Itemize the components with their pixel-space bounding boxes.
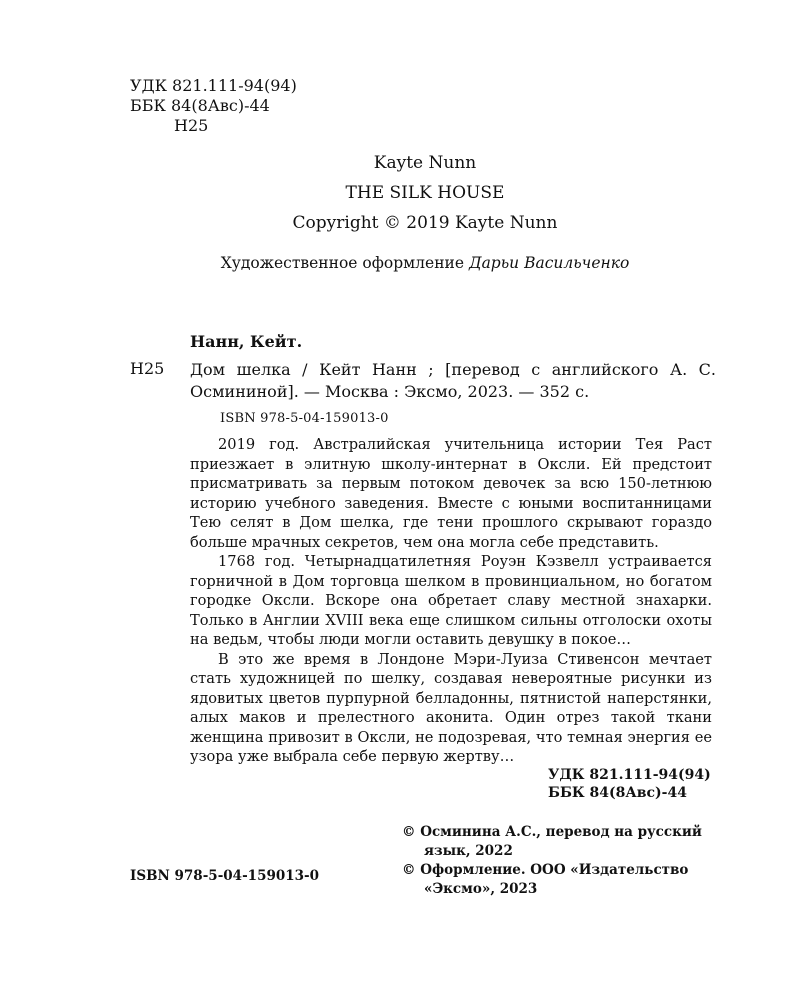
record-author-mark: Н25 bbox=[130, 359, 165, 378]
design-copyright: © Оформление. ООО «Издательство «Эксмо», 2023 bbox=[402, 862, 689, 897]
original-author: Kayte Nunn bbox=[373, 153, 477, 173]
annotation bbox=[190, 435, 712, 767]
author-mark: Н25 bbox=[174, 116, 209, 135]
bbk-code: ББК 84(8Авс)-44 bbox=[130, 96, 270, 115]
record-isbn: ISBN 978-5-04-159013-0 bbox=[220, 411, 389, 426]
udk-code-bottom: УДК 821.111-94(94) bbox=[548, 767, 711, 783]
art-designer-name: Дарьи Васильченко bbox=[468, 254, 630, 272]
annotation-paragraph: 1768 год. Четырнадцатилетняя Роуэн Кэзвелл устраивается горничной в Дом торговца шелком в провинциальном, но богатом городке Оксли. Вскоре она обретает славу местной знахарки. Только в Англии XVIII века еще слишком сильны отголоски охоты на ведьм, чтобы люди могли оставить девушку в покое… bbox=[190, 553, 712, 648]
original-copyright: Copyright © 2019 Kayte Nunn bbox=[292, 213, 558, 233]
bbk-code-bottom: ББК 84(8Авс)-44 bbox=[548, 785, 687, 801]
classification-top bbox=[130, 76, 297, 136]
art-design-credit bbox=[130, 252, 720, 274]
original-edition-block bbox=[130, 152, 720, 282]
art-design-label: Художественное оформление bbox=[220, 254, 465, 272]
copyright-block bbox=[402, 823, 718, 899]
udk-code: УДК 821.111-94(94) bbox=[130, 76, 297, 95]
record-heading: Нанн, Кейт. bbox=[190, 332, 303, 351]
isbn-bottom: ISBN 978-5-04-159013-0 bbox=[130, 868, 320, 884]
annotation-paragraph: В это же время в Лондоне Мэри-Луиза Стивенсон мечтает стать художницей по шелку, создавая невероятные рисунки из ядовитых цветов пурпурной белладонны, пятнистой наперстянки, алых маков и прелестного аконита. Один отрез такой ткани женщина привозит в Оксли, не подозревая, что темная энергия ее узора уже выбрала себе первую жертву… bbox=[190, 650, 712, 765]
record-description: Дом шелка / Кейт Нанн ; [перевод с английского А. С. Осмининой]. — Москва : Эксмо, 2023. — 352 с. bbox=[190, 360, 716, 401]
classification-bottom bbox=[548, 766, 711, 802]
translation-copyright: © Осминина А.С., перевод на русский язык, 2022 bbox=[402, 824, 702, 859]
original-title: THE SILK HOUSE bbox=[345, 183, 505, 203]
annotation-paragraph: 2019 год. Австралийская учительница истории Тея Раст приезжает в элитную школу-интернат в Оксли. Ей предстоит присматривать за первым потоком девочек за всю 150-летнюю историю учебного заведения. Вместе с юными воспитанницами Тею селят в Дом шелка, где тени прошлого скрывают гораздо больше мрачных секретов, чем она могла себе представить. bbox=[190, 436, 712, 551]
